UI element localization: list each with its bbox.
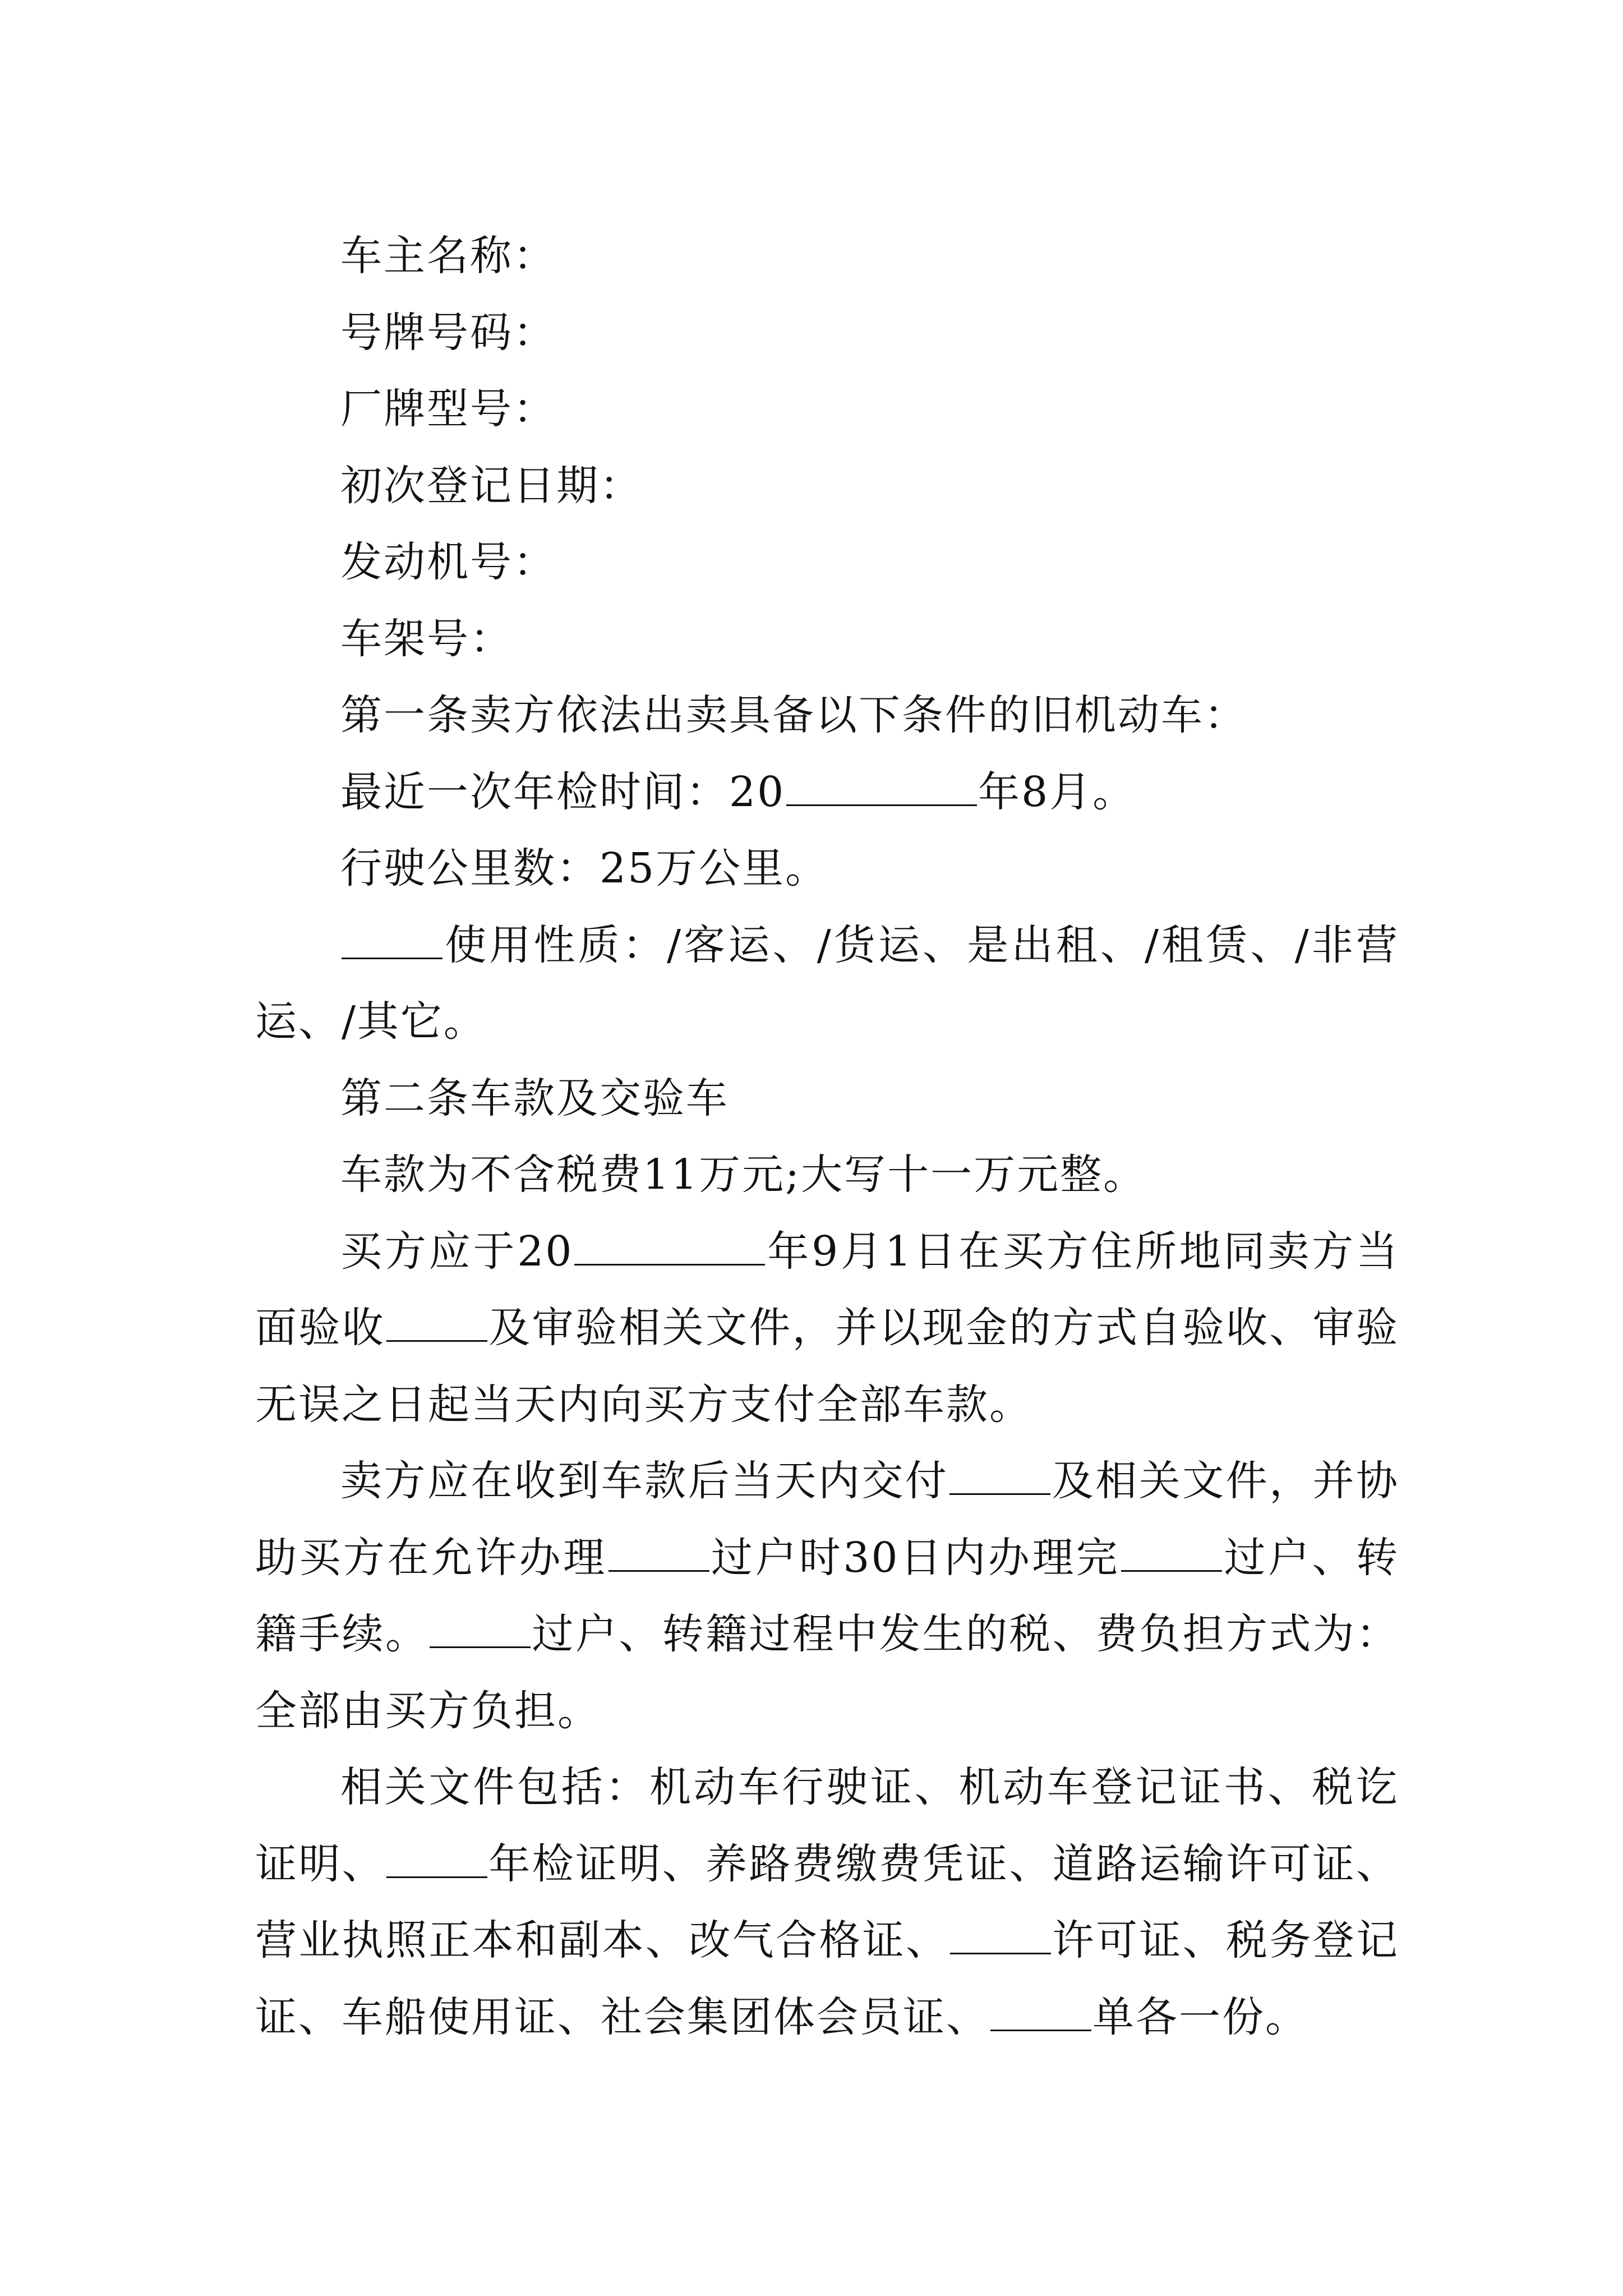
price-line: 车款为不含税费11万元;大写十一万元整。 <box>340 1151 1147 1199</box>
fill-blank <box>386 1301 487 1342</box>
fill-blank <box>949 1454 1050 1495</box>
related-documents-paragraph: 相关文件包括：机动车行驶证、机动车登记证书、税讫证明、 年检证明、养路费缴费凭证、道路运输许可证、营业执照正本和副本、改气合格证、 许可证、税务登记证、车船使用证、社会集团体会员证、 单各一份。 <box>255 1763 1400 2041</box>
article-one-heading: 第一条卖方依法出卖具备以下条件的旧机动车： <box>340 691 1247 739</box>
engine-number-line: 发动机号： <box>340 538 556 586</box>
frame-number-line: 车架号： <box>340 614 513 663</box>
annual-inspection-line: 最近一次年检时间：20 年8月。 <box>255 754 1399 831</box>
plate-number-line: 号牌号码： <box>340 308 556 357</box>
first-registration-date-line: 初次登记日期： <box>340 461 643 510</box>
fill-blank <box>386 1837 487 1878</box>
fill-blank <box>608 1530 709 1571</box>
seller-delivery-paragraph: 卖方应在收到车款后当天内交付 及相关文件，并协助买方在允许办理 过户时30日内办理完 过户、转籍手续。 过户、转籍过程中发生的税、费负担方式为：全部由买方负担。 <box>255 1443 1399 1749</box>
fill-blank <box>990 1990 1091 2031</box>
fill-blank <box>786 765 977 806</box>
contract-body <box>255 218 1399 2055</box>
article-two-heading: 第二条车款及交验车 <box>340 1074 729 1122</box>
fill-blank <box>342 918 442 959</box>
fill-blank <box>430 1607 531 1648</box>
fill-blank <box>950 1913 1051 1954</box>
mileage-line: 行驶公里数：25万公里。 <box>340 844 829 892</box>
fill-blank <box>574 1224 765 1265</box>
fill-blank <box>1121 1530 1222 1571</box>
brand-model-line: 厂牌型号： <box>340 385 556 433</box>
buyer-inspection-paragraph: 买方应于20 年9月1日在买方住所地同卖方当面验收 及审验相关文件，并以现金的方式自验收、审验无误之日起当天内向买方支付全部车款。 <box>255 1213 1399 1443</box>
usage-nature-paragraph: 使用性质：/客运、/货运、是出租、/租赁、/非营运、/其它。 <box>255 907 1399 1060</box>
owner-name-line: 车主名称： <box>340 232 556 280</box>
